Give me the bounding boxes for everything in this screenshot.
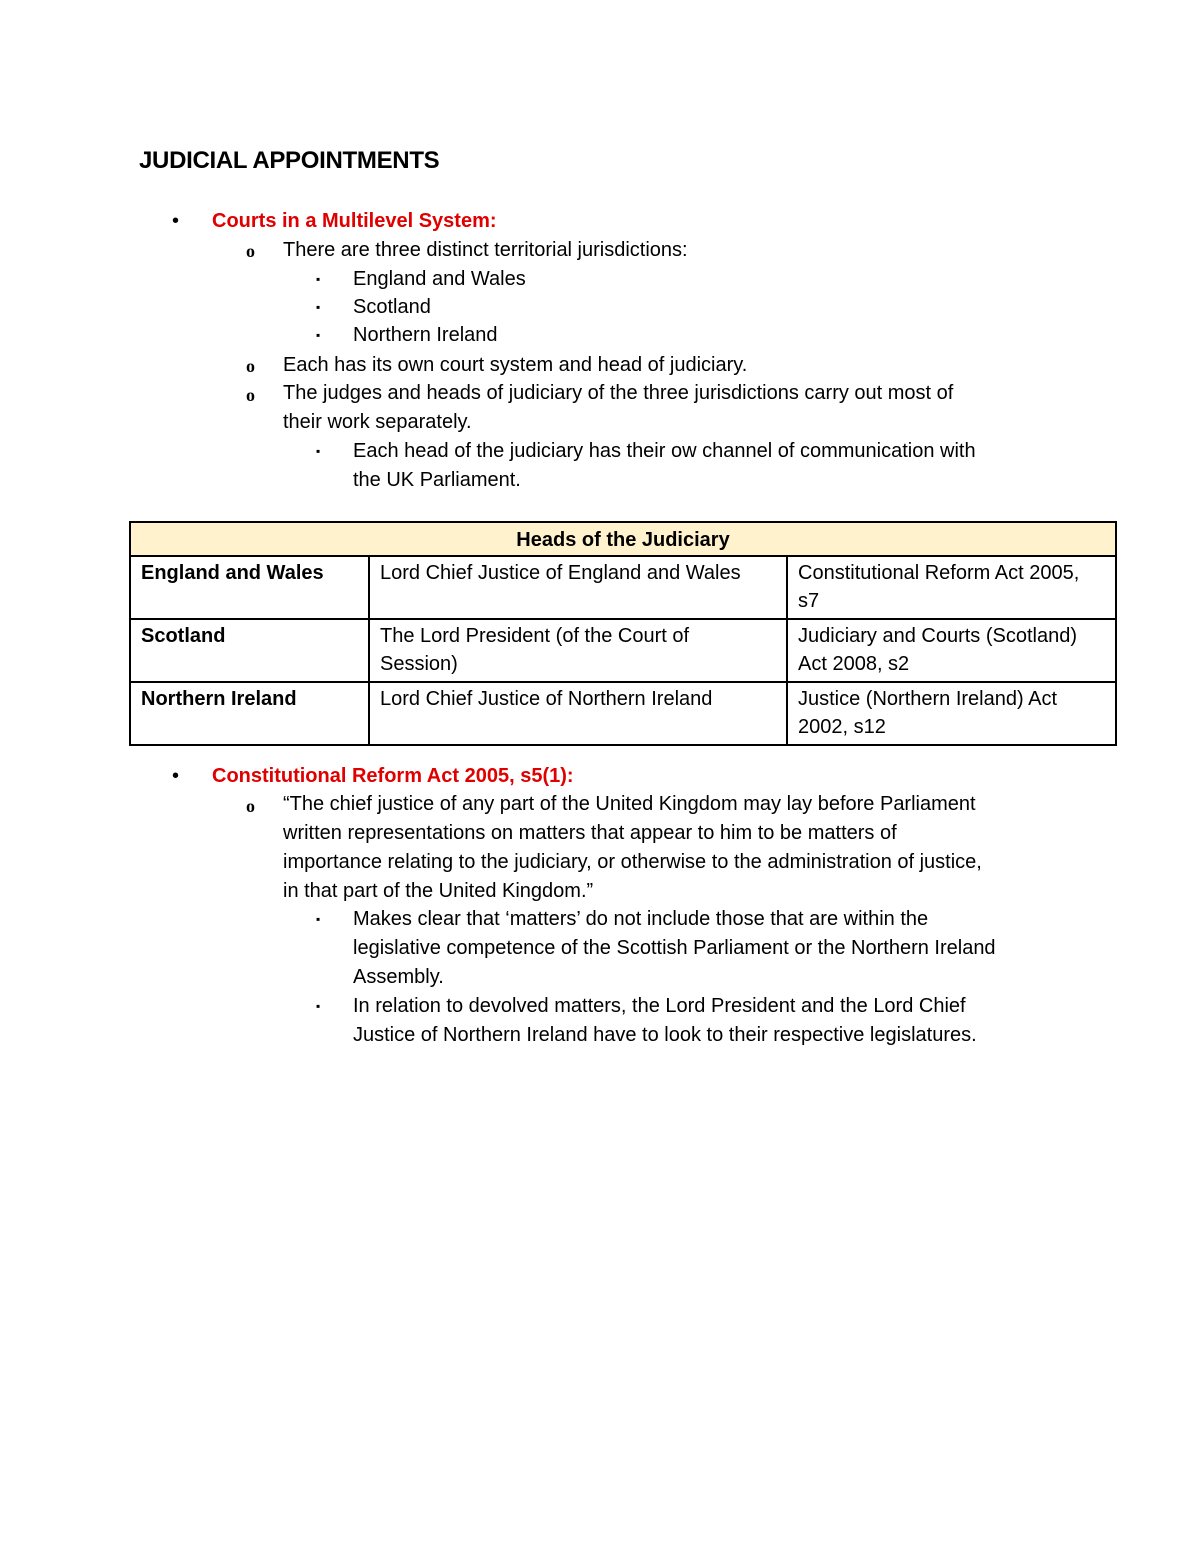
section-heading-courts: Courts in a Multilevel System: xyxy=(212,210,497,232)
quote-line: in that part of the United Kingdom.” xyxy=(283,880,594,902)
cell-text: Act 2008, s2 xyxy=(798,653,910,675)
table-cell-head xyxy=(369,682,787,745)
quote-line: importance relating to the judiciary, or otherwise to the administration of justice, xyxy=(283,851,982,873)
list-item-continued: legislative competence of the Scottish Parliament or the Northern Ireland xyxy=(353,937,996,959)
bullet-level2: o xyxy=(246,356,255,376)
bullet-level2: o xyxy=(246,796,255,816)
table-cell-jurisdiction: Northern Ireland xyxy=(130,682,369,745)
bullet-level2: o xyxy=(246,241,255,261)
table-cell-jurisdiction: England and Wales xyxy=(130,556,369,619)
list-item-jurisdiction: England and Wales xyxy=(353,268,526,290)
table-cell-jurisdiction: Scotland xyxy=(130,619,369,682)
list-item-continued: their work separately. xyxy=(283,411,472,433)
cell-text: Justice (Northern Ireland) Act xyxy=(798,688,1057,710)
heads-of-judiciary-table xyxy=(129,521,1117,746)
list-item: Each has its own court system and head of judiciary. xyxy=(283,354,748,376)
table-row xyxy=(130,619,1116,682)
bullet-level3: ▪ xyxy=(316,300,321,314)
list-item: Makes clear that ‘matters’ do not include those that are within the xyxy=(353,908,929,930)
list-item: There are three distinct territorial jurisdictions: xyxy=(283,239,688,261)
list-item-continued: Justice of Northern Ireland have to look to their respective legislatures. xyxy=(353,1024,977,1046)
list-item-jurisdiction: Northern Ireland xyxy=(353,324,498,346)
bullet-level1: • xyxy=(172,765,180,787)
list-item: Each head of the judiciary has their ow channel of communication with xyxy=(353,440,976,462)
list-item: The judges and heads of judiciary of the three jurisdictions carry out most of xyxy=(283,382,954,404)
list-item-continued: Assembly. xyxy=(353,966,444,988)
cell-text: Session) xyxy=(380,653,458,675)
section-heading-cra: Constitutional Reform Act 2005, s5(1): xyxy=(212,765,574,787)
cell-text: Lord Chief Justice of Northern Ireland xyxy=(380,688,713,710)
table-header: Heads of the Judiciary xyxy=(130,522,1116,556)
quote-line: “The chief justice of any part of the United Kingdom may lay before Parliament xyxy=(283,793,976,815)
cell-text: The Lord President (of the Court of xyxy=(380,625,690,647)
table-cell-statute xyxy=(787,619,1116,682)
bullet-level3: ▪ xyxy=(316,912,321,926)
cell-text: Judiciary and Courts (Scotland) xyxy=(798,625,1078,647)
list-item-continued: the UK Parliament. xyxy=(353,469,521,491)
bullet-level3: ▪ xyxy=(316,444,321,458)
quote-line: written representations on matters that appear to him to be matters of xyxy=(283,822,897,844)
table-cell-head xyxy=(369,619,787,682)
list-item-jurisdiction: Scotland xyxy=(353,296,431,318)
cell-text: Constitutional Reform Act 2005, xyxy=(798,562,1080,584)
bullet-level1: • xyxy=(172,210,180,232)
bullet-level3: ▪ xyxy=(316,999,321,1013)
table-cell-statute xyxy=(787,682,1116,745)
list-item: In relation to devolved matters, the Lord President and the Lord Chief xyxy=(353,995,966,1017)
cell-text: 2002, s12 xyxy=(798,716,886,738)
page-title: JUDICIAL APPOINTMENTS xyxy=(139,147,440,174)
bullet-level3: ▪ xyxy=(316,328,321,342)
bullet-level3: ▪ xyxy=(316,272,321,286)
table-cell-head xyxy=(369,556,787,619)
bullet-level2: o xyxy=(246,385,255,405)
cell-text: Lord Chief Justice of England and Wales xyxy=(380,562,741,584)
cell-text: s7 xyxy=(798,590,820,612)
table-row xyxy=(130,556,1116,619)
table-cell-statute xyxy=(787,556,1116,619)
table-row xyxy=(130,682,1116,745)
